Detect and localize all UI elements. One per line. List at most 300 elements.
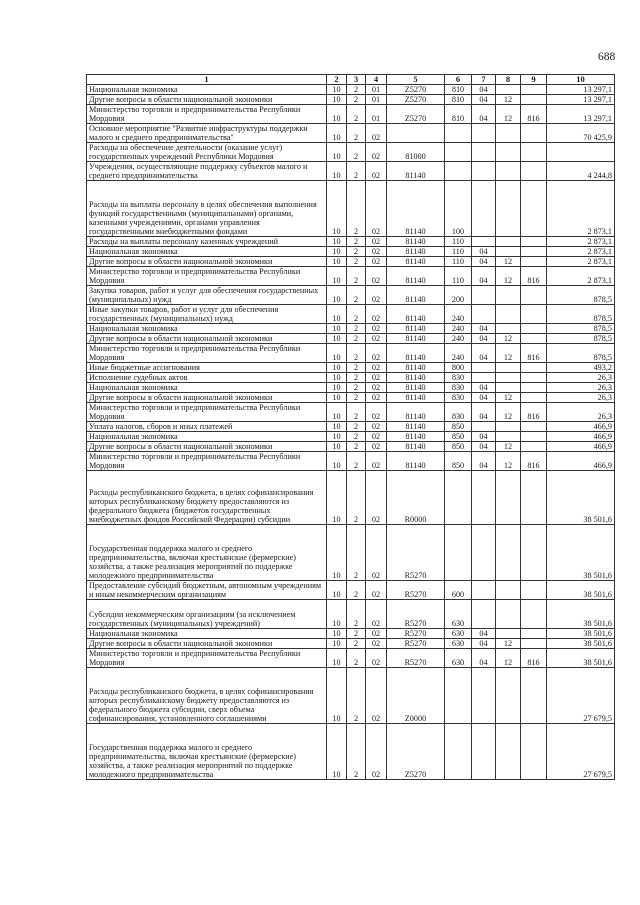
code-cell — [472, 363, 496, 373]
code-cell: 10 — [327, 286, 347, 305]
code-cell: 02 — [366, 324, 387, 334]
code-cell — [472, 724, 496, 780]
code-cell — [496, 600, 521, 629]
amount-cell: 878,5 — [547, 334, 615, 344]
code-cell: 816 — [521, 344, 547, 363]
column-header: 1 — [87, 75, 327, 85]
code-cell — [521, 286, 547, 305]
code-cell: 81140 — [387, 422, 445, 432]
column-header: 7 — [472, 75, 496, 85]
code-cell — [472, 143, 496, 162]
code-cell: 02 — [366, 581, 387, 600]
table-row — [87, 639, 615, 649]
table-body — [87, 85, 615, 780]
code-cell: 2 — [347, 452, 366, 471]
row-name: Расходы республиканского бюджета, в целях софинансирования которых республиканскому бюджету предоставляются из федерального бюджета (бюджетов государственных внебюджетных фондов Российской Федерации) субсидии — [87, 471, 327, 525]
row-name: Другие вопросы в области национальной экономики — [87, 257, 327, 267]
table-row — [87, 324, 615, 334]
amount-cell: 2 873,1 — [547, 237, 615, 247]
code-cell: 04 — [472, 393, 496, 403]
code-cell — [445, 471, 472, 525]
code-cell — [521, 363, 547, 373]
code-cell — [521, 639, 547, 649]
code-cell: 10 — [327, 124, 347, 143]
code-cell — [496, 237, 521, 247]
amount-cell: 2 873,1 — [547, 247, 615, 257]
table-row — [87, 471, 615, 525]
code-cell: 2 — [347, 403, 366, 422]
code-cell — [496, 181, 521, 237]
table-row — [87, 442, 615, 452]
code-cell — [496, 373, 521, 383]
code-cell: 81140 — [387, 257, 445, 267]
code-cell: R5270 — [387, 581, 445, 600]
code-cell: 81140 — [387, 305, 445, 324]
code-cell: 2 — [347, 639, 366, 649]
code-cell: 04 — [472, 247, 496, 257]
code-cell: 2 — [347, 432, 366, 442]
code-cell — [445, 724, 472, 780]
code-cell — [472, 471, 496, 525]
code-cell: 12 — [496, 95, 521, 105]
code-cell: 04 — [472, 383, 496, 393]
row-name: Другие вопросы в области национальной экономики — [87, 393, 327, 403]
code-cell — [521, 324, 547, 334]
code-cell — [521, 95, 547, 105]
code-cell: 850 — [445, 422, 472, 432]
table-row — [87, 257, 615, 267]
code-cell: 04 — [472, 324, 496, 334]
code-cell: 830 — [445, 383, 472, 393]
column-header: 9 — [521, 75, 547, 85]
code-cell — [496, 471, 521, 525]
code-cell — [472, 581, 496, 600]
code-cell: 830 — [445, 393, 472, 403]
code-cell: 81140 — [387, 393, 445, 403]
code-cell: 12 — [496, 257, 521, 267]
row-name: Национальная экономика — [87, 247, 327, 257]
code-cell: 810 — [445, 85, 472, 95]
code-cell: 81140 — [387, 432, 445, 442]
row-name: Расходы на выплаты персоналу казенных учреждений — [87, 237, 327, 247]
row-name: Уплата налогов, сборов и иных платежей — [87, 422, 327, 432]
code-cell: 04 — [472, 344, 496, 363]
code-cell: 10 — [327, 95, 347, 105]
code-cell — [521, 143, 547, 162]
code-cell: 02 — [366, 247, 387, 257]
code-cell — [521, 247, 547, 257]
code-cell: 04 — [472, 257, 496, 267]
amount-cell: 4 244,8 — [547, 162, 615, 181]
code-cell: 81140 — [387, 324, 445, 334]
code-cell: 830 — [445, 373, 472, 383]
code-cell: 10 — [327, 363, 347, 373]
code-cell: 2 — [347, 383, 366, 393]
code-cell: 810 — [445, 105, 472, 124]
code-cell: 81140 — [387, 452, 445, 471]
code-cell: 2 — [347, 373, 366, 383]
code-cell: Z5270 — [387, 85, 445, 95]
amount-cell: 466,9 — [547, 442, 615, 452]
code-cell: 2 — [347, 668, 366, 724]
code-cell: 81140 — [387, 237, 445, 247]
code-cell: 816 — [521, 267, 547, 286]
amount-cell: 2 873,1 — [547, 267, 615, 286]
amount-cell: 2 873,1 — [547, 257, 615, 267]
table-row — [87, 629, 615, 639]
code-cell: 12 — [496, 442, 521, 452]
code-cell: 10 — [327, 143, 347, 162]
code-cell: 10 — [327, 257, 347, 267]
code-cell: 10 — [327, 334, 347, 344]
code-cell: 02 — [366, 471, 387, 525]
code-cell: 02 — [366, 393, 387, 403]
code-cell: 2 — [347, 600, 366, 629]
row-name: Национальная экономика — [87, 383, 327, 393]
budget-table — [86, 74, 615, 780]
code-cell: 110 — [445, 267, 472, 286]
code-cell: 10 — [327, 639, 347, 649]
code-cell: 12 — [496, 649, 521, 668]
table-row — [87, 143, 615, 162]
code-cell — [472, 181, 496, 237]
code-cell: 800 — [445, 363, 472, 373]
code-cell: 04 — [472, 334, 496, 344]
code-cell: 2 — [347, 124, 366, 143]
code-cell: 12 — [496, 344, 521, 363]
code-cell: 816 — [521, 403, 547, 422]
code-cell: 10 — [327, 432, 347, 442]
code-cell: 2 — [347, 257, 366, 267]
table-row — [87, 247, 615, 257]
code-cell — [521, 383, 547, 393]
code-cell: 04 — [472, 452, 496, 471]
code-cell — [521, 668, 547, 724]
table-row — [87, 383, 615, 393]
code-cell: 2 — [347, 581, 366, 600]
code-cell: 04 — [472, 85, 496, 95]
code-cell — [472, 422, 496, 432]
code-cell: 850 — [445, 442, 472, 452]
code-cell: 81140 — [387, 344, 445, 363]
amount-cell: 26,3 — [547, 393, 615, 403]
code-cell: 02 — [366, 124, 387, 143]
amount-cell: 38 501,6 — [547, 525, 615, 581]
code-cell: 10 — [327, 525, 347, 581]
code-cell: 04 — [472, 95, 496, 105]
code-cell: 10 — [327, 344, 347, 363]
amount-cell: 466,9 — [547, 432, 615, 442]
code-cell: 02 — [366, 363, 387, 373]
row-name: Другие вопросы в области национальной экономики — [87, 334, 327, 344]
code-cell: R5270 — [387, 525, 445, 581]
code-cell — [472, 600, 496, 629]
amount-cell: 27 679,5 — [547, 724, 615, 780]
code-cell: 81140 — [387, 363, 445, 373]
amount-cell: 466,9 — [547, 452, 615, 471]
code-cell: 2 — [347, 724, 366, 780]
code-cell: 12 — [496, 334, 521, 344]
code-cell — [521, 85, 547, 95]
amount-cell: 13 297,1 — [547, 95, 615, 105]
code-cell — [496, 85, 521, 95]
amount-cell: 38 501,6 — [547, 600, 615, 629]
code-cell: 2 — [347, 649, 366, 668]
code-cell — [521, 422, 547, 432]
code-cell: 04 — [472, 649, 496, 668]
code-cell — [472, 525, 496, 581]
code-cell — [496, 124, 521, 143]
code-cell: R5270 — [387, 649, 445, 668]
amount-cell: 26,3 — [547, 373, 615, 383]
code-cell — [445, 525, 472, 581]
code-cell: Z5270 — [387, 724, 445, 780]
code-cell: 12 — [496, 639, 521, 649]
code-cell: 10 — [327, 85, 347, 95]
code-cell — [521, 724, 547, 780]
table-row — [87, 422, 615, 432]
code-cell: Z5270 — [387, 95, 445, 105]
row-name: Учреждения, осуществляющие поддержку субъектов малого и среднего предпринимательства — [87, 162, 327, 181]
amount-cell: 878,5 — [547, 324, 615, 334]
row-name: Иные закупки товаров, работ и услуг для обеспечения государственных (муниципальных) нужд — [87, 305, 327, 324]
amount-cell: 878,5 — [547, 344, 615, 363]
amount-cell: 38 501,6 — [547, 471, 615, 525]
row-name: Министерство торговли и предпринимательства Республики Мордовия — [87, 403, 327, 422]
code-cell: 10 — [327, 581, 347, 600]
code-cell: 02 — [366, 639, 387, 649]
table-row — [87, 649, 615, 668]
amount-cell: 38 501,6 — [547, 629, 615, 639]
table-row — [87, 373, 615, 383]
code-cell: 04 — [472, 639, 496, 649]
table-row — [87, 124, 615, 143]
code-cell: 02 — [366, 383, 387, 393]
amount-cell: 38 501,6 — [547, 639, 615, 649]
code-cell: 02 — [366, 422, 387, 432]
code-cell — [445, 124, 472, 143]
code-cell: 02 — [366, 452, 387, 471]
code-cell: 81140 — [387, 286, 445, 305]
code-cell: 81140 — [387, 247, 445, 257]
code-cell — [496, 363, 521, 373]
code-cell — [521, 257, 547, 267]
code-cell — [521, 334, 547, 344]
table-row — [87, 403, 615, 422]
amount-cell: 878,5 — [547, 305, 615, 324]
code-cell: 816 — [521, 649, 547, 668]
row-name: Расходы республиканского бюджета, в целях софинансирования которых республиканскому бюджету предоставляются из федерального бюджета субсидии, сверх объема софинансирования, установленного соглашениями — [87, 668, 327, 724]
row-name: Министерство торговли и предпринимательства Республики Мордовия — [87, 344, 327, 363]
code-cell: 830 — [445, 403, 472, 422]
row-name: Национальная экономика — [87, 629, 327, 639]
amount-cell: 13 297,1 — [547, 105, 615, 124]
code-cell: 02 — [366, 334, 387, 344]
code-cell: 10 — [327, 403, 347, 422]
code-cell: 81000 — [387, 143, 445, 162]
code-cell: 2 — [347, 85, 366, 95]
code-cell: 2 — [347, 629, 366, 639]
table-row — [87, 525, 615, 581]
header-row — [87, 75, 615, 85]
code-cell: 850 — [445, 452, 472, 471]
code-cell: 100 — [445, 181, 472, 237]
code-cell — [521, 581, 547, 600]
code-cell: 630 — [445, 639, 472, 649]
code-cell — [521, 600, 547, 629]
code-cell: R5270 — [387, 629, 445, 639]
code-cell: 10 — [327, 373, 347, 383]
code-cell: 10 — [327, 629, 347, 639]
amount-cell: 13 297,1 — [547, 85, 615, 95]
code-cell: 10 — [327, 305, 347, 324]
code-cell: 10 — [327, 105, 347, 124]
code-cell: 2 — [347, 143, 366, 162]
table-row — [87, 237, 615, 247]
code-cell: 10 — [327, 393, 347, 403]
column-header: 8 — [496, 75, 521, 85]
code-cell: 12 — [496, 105, 521, 124]
code-cell — [496, 668, 521, 724]
column-header: 6 — [445, 75, 472, 85]
code-cell — [496, 432, 521, 442]
code-cell: 12 — [496, 452, 521, 471]
code-cell — [472, 237, 496, 247]
code-cell — [496, 629, 521, 639]
code-cell — [445, 668, 472, 724]
code-cell — [521, 305, 547, 324]
code-cell: 816 — [521, 105, 547, 124]
code-cell — [496, 581, 521, 600]
code-cell — [521, 373, 547, 383]
code-cell — [472, 668, 496, 724]
row-name: Национальная экономика — [87, 85, 327, 95]
code-cell: 10 — [327, 422, 347, 432]
code-cell: 10 — [327, 600, 347, 629]
code-cell: Z0000 — [387, 668, 445, 724]
code-cell: R5270 — [387, 600, 445, 629]
table-row — [87, 452, 615, 471]
amount-cell: 26,3 — [547, 383, 615, 393]
code-cell: 630 — [445, 600, 472, 629]
column-header: 2 — [327, 75, 347, 85]
code-cell: 01 — [366, 85, 387, 95]
table-row — [87, 286, 615, 305]
code-cell: 2 — [347, 363, 366, 373]
code-cell: 02 — [366, 442, 387, 452]
code-cell: 02 — [366, 237, 387, 247]
column-header: 5 — [387, 75, 445, 85]
code-cell: 04 — [472, 267, 496, 286]
code-cell: 240 — [445, 344, 472, 363]
code-cell: 10 — [327, 668, 347, 724]
code-cell: 12 — [496, 267, 521, 286]
code-cell — [521, 237, 547, 247]
code-cell: 240 — [445, 324, 472, 334]
table-row — [87, 334, 615, 344]
amount-cell: 27 679,5 — [547, 668, 615, 724]
code-cell — [521, 525, 547, 581]
code-cell: 2 — [347, 525, 366, 581]
code-cell: 02 — [366, 668, 387, 724]
code-cell — [445, 143, 472, 162]
code-cell: 10 — [327, 471, 347, 525]
code-cell — [387, 124, 445, 143]
row-name: Министерство торговли и предпринимательства Республики Мордовия — [87, 105, 327, 124]
code-cell: 04 — [472, 442, 496, 452]
amount-cell: 70 425,9 — [547, 124, 615, 143]
code-cell: 816 — [521, 452, 547, 471]
code-cell: 850 — [445, 432, 472, 442]
amount-cell: 878,5 — [547, 286, 615, 305]
code-cell: 01 — [366, 95, 387, 105]
code-cell: 10 — [327, 452, 347, 471]
code-cell: 04 — [472, 403, 496, 422]
row-name: Закупка товаров, работ и услуг для обеспечения государственных (муниципальных) нужд — [87, 286, 327, 305]
code-cell: 2 — [347, 181, 366, 237]
code-cell: 2 — [347, 286, 366, 305]
table-row — [87, 668, 615, 724]
code-cell: 10 — [327, 442, 347, 452]
code-cell: 02 — [366, 143, 387, 162]
code-cell: 04 — [472, 432, 496, 442]
code-cell: 10 — [327, 724, 347, 780]
code-cell: 2 — [347, 267, 366, 286]
code-cell: 02 — [366, 257, 387, 267]
code-cell — [496, 324, 521, 334]
row-name: Государственная поддержка малого и среднего предпринимательства, включая крестьянские (фермерские) хозяйства, а также реализация мероприятий по поддержке молодежного предпринимательства — [87, 724, 327, 780]
code-cell: 02 — [366, 403, 387, 422]
code-cell — [521, 162, 547, 181]
row-name: Предоставление субсидий бюджетным, автономным учреждениям и иным некоммерческим организациям — [87, 581, 327, 600]
code-cell: 02 — [366, 286, 387, 305]
code-cell: 02 — [366, 525, 387, 581]
code-cell: 630 — [445, 629, 472, 639]
code-cell: 81140 — [387, 403, 445, 422]
code-cell: 10 — [327, 237, 347, 247]
row-name: Иные бюджетные ассигнования — [87, 363, 327, 373]
table-row — [87, 305, 615, 324]
row-name: Другие вопросы в области национальной экономики — [87, 442, 327, 452]
row-name: Министерство торговли и предпринимательства Республики Мордовия — [87, 267, 327, 286]
code-cell: 02 — [366, 629, 387, 639]
page-number: 688 — [598, 51, 616, 63]
code-cell: 02 — [366, 600, 387, 629]
code-cell: 10 — [327, 162, 347, 181]
code-cell: 2 — [347, 334, 366, 344]
table-row — [87, 95, 615, 105]
code-cell — [445, 162, 472, 181]
column-header: 10 — [547, 75, 615, 85]
amount-cell: 38 501,6 — [547, 581, 615, 600]
code-cell: 81140 — [387, 162, 445, 181]
code-cell: 81140 — [387, 267, 445, 286]
table-row — [87, 181, 615, 237]
code-cell: 81140 — [387, 334, 445, 344]
code-cell: 600 — [445, 581, 472, 600]
code-cell — [521, 471, 547, 525]
amount-cell: 38 501,6 — [547, 649, 615, 668]
code-cell: 10 — [327, 247, 347, 257]
table-row — [87, 724, 615, 780]
code-cell: 2 — [347, 162, 366, 181]
code-cell: 2 — [347, 105, 366, 124]
code-cell: 12 — [496, 393, 521, 403]
code-cell: 2 — [347, 237, 366, 247]
code-cell: 04 — [472, 105, 496, 124]
table-row — [87, 105, 615, 124]
code-cell: 81140 — [387, 383, 445, 393]
